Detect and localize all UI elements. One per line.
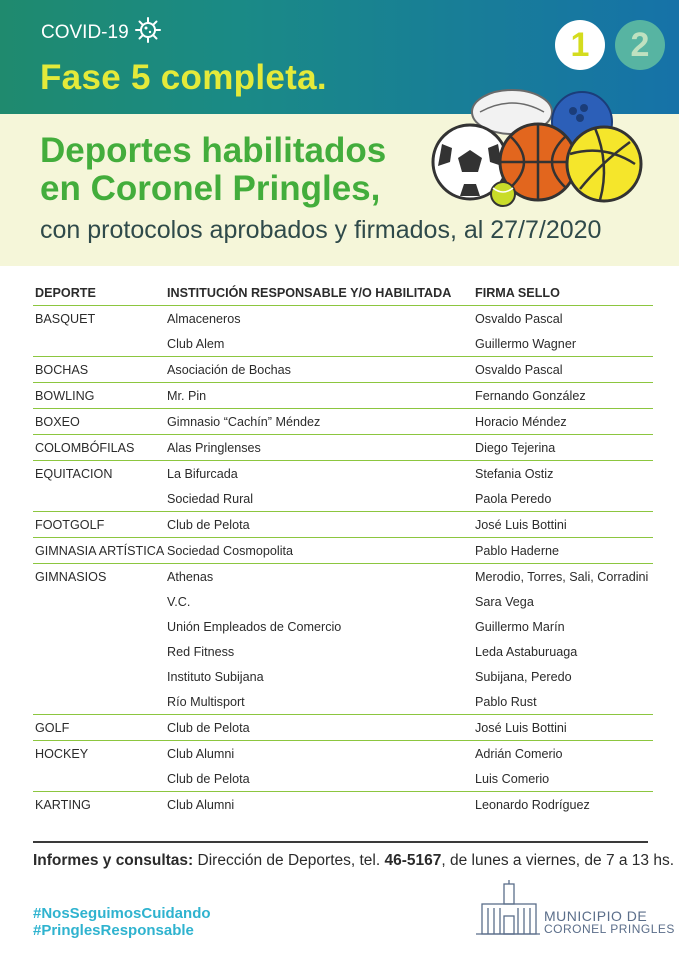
cell-firma: Stefania Ostiz [475,461,653,487]
cell-institucion: Unión Empleados de Comercio [167,619,342,634]
cell-institucion: Sociedad Rural [167,491,254,506]
contact-info [33,852,674,870]
cell-deporte [33,689,167,715]
cell-firma: Leonardo Rodríguez [475,792,653,818]
municipio-line-1: MUNICIPIO DE [544,908,648,924]
cell-institucion: Club de Pelota [167,771,250,786]
municipio-building-icon [474,880,542,938]
cell-institucion: Red Fitness [167,644,235,659]
cell-deporte: GIMNASIA ARTÍSTICA [33,538,167,564]
cell-firma: Subijana, Peredo [475,669,572,684]
column-header-firma: FIRMA SELLO [475,280,653,306]
cell-firma: Guillermo Marín [475,619,565,634]
table-row [33,792,653,818]
cell-deporte: GIMNASIOS [33,564,167,590]
cell-deporte [33,589,167,614]
cell-institucion: Almaceneros [167,311,241,326]
page-subtitle: con protocolos aprobados y firmados, al 27/7/2020 [40,216,602,244]
cell-deporte [33,614,167,639]
cell-institucion: Sociedad Cosmopolita [167,538,475,564]
contact-info-label: Informes y consultas: [33,852,194,869]
footer-divider [33,841,648,843]
table-row [33,639,653,664]
table-row [33,461,653,487]
cell-deporte: BOXEO [33,409,167,435]
table-row [33,512,653,538]
table-row [33,564,653,590]
cell-deporte: KARTING [33,792,167,818]
table-row [33,614,653,639]
table-row [33,766,653,792]
cell-institucion: Instituto Subijana [167,669,264,684]
contact-info-text-1: Dirección de Deportes, tel. [193,852,385,869]
page-title [40,132,386,208]
table-row [33,306,653,332]
cell-firma: Osvaldo Pascal [475,311,563,326]
cell-firma: Adrián Comerio [475,741,653,767]
table-row [33,357,653,383]
table-row [33,715,653,741]
cell-institucion: Alas Pringlenses [167,435,475,461]
cell-institucion: La Bifurcada [167,461,475,487]
cell-firma: Leda Astaburuaga [475,644,578,659]
table-row [33,331,653,357]
table-row [33,409,653,435]
cell-institucion: Club Alumni [167,792,475,818]
virus-icon [134,16,162,44]
title-line-2: en Coronel Pringles, [40,169,381,208]
municipio-line-2: CORONEL PRINGLES [544,922,675,936]
column-header-institucion: INSTITUCIÓN RESPONSABLE Y/O HABILITADA [167,280,475,306]
cell-firma: Sara Vega [475,594,534,609]
cell-deporte: BOWLING [33,383,167,409]
cell-deporte [33,486,167,512]
title-line-1: Deportes habilitados [40,131,387,170]
table-row [33,435,653,461]
cell-firma: Pablo Rust [475,694,537,709]
cell-institucion: Club Alumni [167,741,475,767]
phase-badge-1: 1 [555,20,605,70]
cell-institucion: Gimnasio “Cachín” Méndez [167,409,475,435]
table-row [33,689,653,715]
fase-title: Fase 5 completa. [40,58,327,97]
cell-firma: Fernando González [475,383,653,409]
column-header-deporte: DEPORTE [33,280,167,306]
cell-firma: Pablo Haderne [475,538,653,564]
covid-label: COVID-19 [41,22,129,43]
cell-deporte: EQUITACION [33,461,167,487]
contact-phone: 46-5167 [384,852,442,869]
table-row [33,383,653,409]
table-row [33,589,653,614]
table-row [33,664,653,689]
table-header-row [33,280,653,306]
cell-firma: Osvaldo Pascal [475,357,653,383]
cell-institucion: V.C. [167,594,191,609]
municipio-logo-text [544,910,675,936]
cell-institucion: Asociación de Bochas [167,357,475,383]
cell-deporte [33,766,167,792]
cell-firma: Horacio Méndez [475,409,653,435]
cell-firma: Paola Peredo [475,491,552,506]
cell-deporte: COLOMBÓFILAS [33,435,167,461]
cell-deporte: FOOTGOLF [33,512,167,538]
cell-firma: Guillermo Wagner [475,336,577,351]
cell-institucion: Mr. Pin [167,383,475,409]
table-row [33,538,653,564]
cell-deporte: HOCKEY [33,741,167,767]
cell-deporte: BOCHAS [33,357,167,383]
sports-table [33,280,653,817]
cell-firma: Merodio, Torres, Sali, Corradini [475,564,653,590]
cell-institucion: Club Alem [167,336,225,351]
phase-badge-2: 2 [615,20,665,70]
hashtag-1: #NosSeguimosCuidando [33,905,211,922]
hashtags [33,905,211,939]
cell-institucion: Athenas [167,564,475,590]
table-row [33,741,653,767]
cell-deporte [33,639,167,664]
cell-firma: Diego Tejerina [475,435,653,461]
cell-firma: Luis Comerio [475,771,550,786]
cell-deporte: GOLF [33,715,167,741]
contact-info-text-2: , de lunes a viernes, de 7 a 13 hs. [441,852,675,869]
cell-deporte: BASQUET [35,311,96,326]
cell-institucion: Club de Pelota [167,715,475,741]
cell-institucion: Club de Pelota [167,512,475,538]
hashtag-2: #PringlesResponsable [33,922,194,939]
cell-institucion: Río Multisport [167,694,245,709]
table-row [33,486,653,512]
cell-firma: José Luis Bottini [475,512,653,538]
cell-deporte [33,331,167,357]
cell-firma: José Luis Bottini [475,715,653,741]
sports-balls-illustration [430,84,650,209]
cell-deporte [33,664,167,689]
